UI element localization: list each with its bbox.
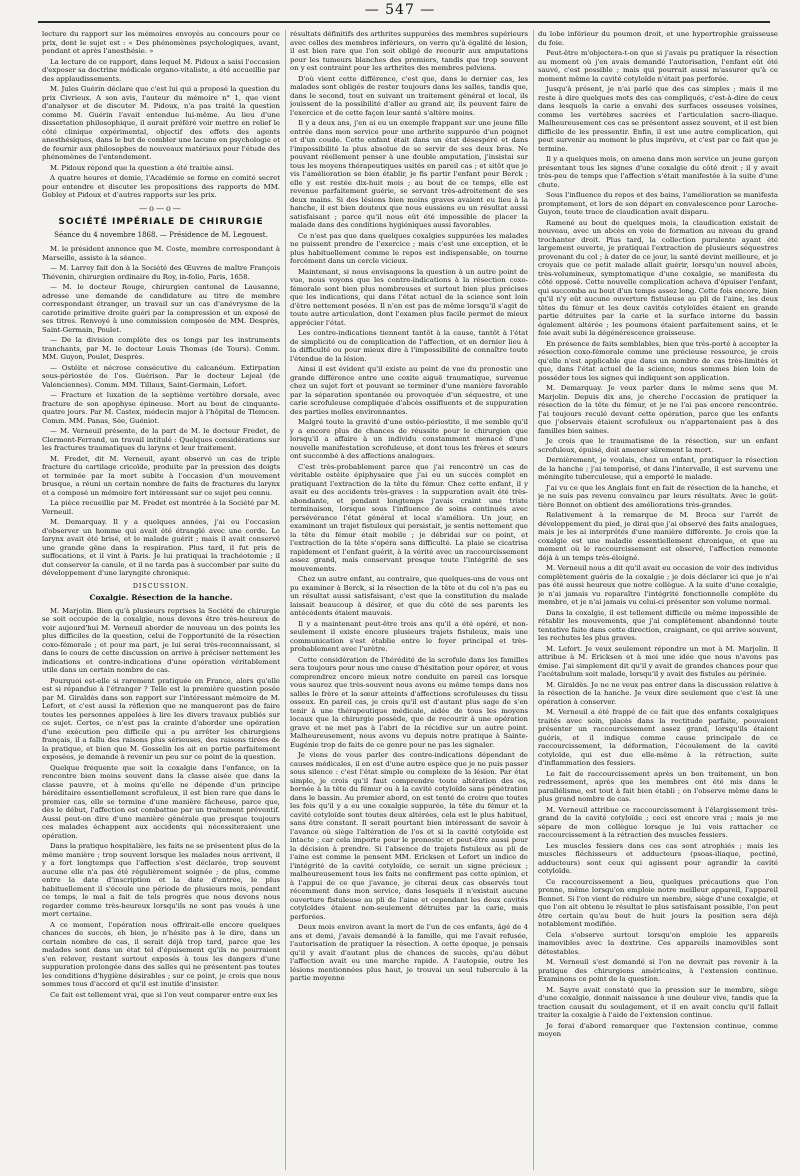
column-3 bbox=[538, 30, 778, 1168]
paragraph: Les contre-indications tiennent tantôt à la cause, tantôt à l'état de simplicité ou de complication de l'affection, et en dernier lieu à la difficulté ou pour mieux dire à l'impossibilité de connaître toute l'étendue de la lésion. bbox=[290, 329, 528, 363]
paragraph: Il y a quelques mois, on amena dans mon service un jeune garçon présentant tous les signes d'une coxalgie du côté droit ; il y avait très-peu de temps que l'affection s'était manifestée à la suite d'une chute. bbox=[538, 155, 778, 189]
paragraph: Ce raccourcissement a lieu, quelques précautions que l'on prenne, même lorsqu'on emploie notre meilleur appareil, l'appareil Bonnet. Si l'on vient de réduire un membre, siège d'une coxalgie, et que l'on ait obtenu le résultat le plus satisfaisant possible, l'on peut être certain qu'au bout de huit jours la position sera déjà notablement modifiée. bbox=[538, 877, 778, 928]
paragraph: Malgré toute la gravité d'une ostéo-périostite, il me semble qu'il y a encore plus de chances de réussite pour le chirurgien que lorsqu'il a affaire à un individu constamment menacé d'une nouvelle manifestation scrofuleuse, et dont tous les frères et sœurs ont succombé à des affections analogues. bbox=[290, 418, 528, 460]
paragraph: A ce moment, l'opération nous offrirait-elle encore quelques chances de succès, eh bien, je n'hésite pas à le dire, dans un certain nombre de cas, il serait déjà trop tard, parce que les malades sont dans un état tel d'épuisement qu'ils ne pourraient s'en relever, restant surtout exposés à tous les dangers d'une suppuration prolongée dans des salles qui ne présentent pas toutes les conditions d'hygiène désirables ; sur ce point, je crois que nous sommes tous d'accord et qu'il est inutile d'insister. bbox=[42, 920, 280, 988]
paragraph: Je ferai d'abord remarquer que l'extension continue, comme moyen bbox=[538, 1021, 778, 1038]
column-2 bbox=[290, 30, 528, 1168]
column-divider bbox=[285, 30, 286, 1170]
paragraph: Chez un autre enfant, au contraire, que quelques-uns de vous ont pu examiner à Berck, si la résection de la tête et du col n'a pas eu un résultat aussi satisfaisant, c'est que la constitution du malade laissait beaucoup à désirer, et que du côté de ses parents les antécédents étaient mauvais. bbox=[290, 575, 528, 617]
paragraph: M. Sayre avait constaté que la pression sur le membre, siège d'une coxalgie, donnait naissance à une douleur vive, tandis que la traction causait du soulagement, et il en avait conclu qu'il fallait traiter la coxalgie à l'aide de l'extension continue. bbox=[538, 985, 778, 1019]
section-title: SOCIÉTÉ IMPÉRIALE DE CHIRURGIE bbox=[58, 217, 264, 227]
header-rule bbox=[38, 21, 770, 23]
paragraph: Le fait de raccourcissement après un bon traitement, un bon redressement, après que les membres ont été mis dans le parallélisme, est tout à fait bien établi ; on l'observe même dans le plus grand nombre de cas. bbox=[538, 769, 778, 803]
paragraph: Dans la pratique hospitalière, les faits ne se présentent plus de la même manière ; trop souvent lorsque les malades nous arrivent, il y a fort longtemps que l'affection s'est déclarée, trop souvent aucune elle n'a pas été régulièrement soignée ; de plus, comme entre la date d'inscription et la date d'entrée, le plus habituellement il s'écoule une période de plusieurs mois, pendant ce temps, le mal a fait de tels progrès que nous devons nous regarder comme très-heureux lorsqu'ils ne sont pas voués à une mort certaine. bbox=[42, 842, 280, 918]
paragraph: Quelque fréquente que soit la coxalgie dans l'enfance, on la rencontre bien moins souvent dans la classe aisée que dans la classe pauvre, et à moins qu'elle ne dépende d'un principe héréditaire essentiellement scrofuleux, il est bien rare que dans le premier cas, elle se termine d'une manière fâcheuse, parce que, dès le début, l'affection est combattue par un traitement préventif. Aussi peut-on dire d'une manière générale que presque toujours ces malades échappent aux accidents qui nécessiteraient une opération. bbox=[42, 763, 280, 840]
paragraph: Jusqu'à présent, je n'ai parlé que des cas simples ; mais il me reste à dire quelques mots des cas compliqués, c'est-à-dire de ceux dans lesquels la carie a envahi des surfaces osseuses voisines, comme les vertèbres sacrées et l'articulation sacro-iliaque. Malheureusement ces cas se présentent assez souvent, et il est bien difficile de les pressentir. Enfin, il est une autre complication, qui peut survenir au moment le plus imprévu, et c'est par ce fait que je termine. bbox=[538, 85, 778, 153]
paragraph: M. Verneuil nous a dit qu'il avait eu occasion de voir des individus complètement guéris de la coxalgie ; je dois déclarer ici que je n'ai pas été aussi heureux que notre collègue. A la suite d'une coxalgie, je n'ai jamais vu reparaître l'intégrité fonctionnelle complète du membre, et je n'ai jamais vu celui-ci présenter son volume normal. bbox=[538, 564, 778, 606]
seance-line: Séance du 4 novembre 1868. — Présidence de M. Legouest. bbox=[54, 230, 268, 239]
paragraph: M. Marjolin. Bien qu'à plusieurs reprises la Société de chirurgie se soit occupée de la coxalgie, nous devons être très-heureux de voir aujourd'hui M. Verneuil aborder de nouveau un des points les plus difficiles de la question, celui de l'opportunité de la résection coxo-fémorale ; et pour ma part, je lui serai très-reconnaissant, si dans le cours de cette discussion on arrive à préciser nettement les indications et contre-indications d'une opération véritablement utile dans un certain nombre de cas. bbox=[42, 606, 280, 674]
separator-ornament: —o—o— bbox=[139, 203, 183, 213]
paragraph: M. Verneuil s'est demandé si l'on ne devrait pas revenir à la pratique des chirurgiens américains, à l'extension continue. Examinons ce point de la question. bbox=[538, 958, 778, 983]
paragraph: — Fracture et luxation de la septième vertèbre dorsale, avec fracture de son apophyse épineuse. Mort au bout de cinquante-quatre jours. Par M. Castex, médecin major à l'hôpital de Tlemcen. Comm. MM. Panas, Sée, Guéniot. bbox=[42, 391, 280, 425]
paragraph: — M. Verneuil présente, de la part de M. le docteur Fredet, de Clermont-Ferrand, un travail intitulé : Quelques considérations sur les fractures traumatiques du larynx et leur traitement. bbox=[42, 427, 280, 452]
paragraph: du lobe inférieur du poumon droit, et une hypertrophie graisseuse du foie. bbox=[538, 30, 778, 47]
paragraph: La lecture de ce rapport, dans lequel M. Pidoux a saisi l'occasion d'exposer sa doctrine médicale organo-vitaliste, a été accueillie par des applaudissements. bbox=[42, 57, 280, 83]
paragraph: J'ai vu ce que les Anglais font en fait de résection de la hanche, et je ne suis pas revenu convaincu par leurs résultats. Avec le goût-tière Bonnet on obtient des améliorations très-grandes. bbox=[538, 483, 778, 509]
paragraph: Relativement à la remarque de M. Broca sur l'arrêt de développement du pied, je dirai que j'ai observé des faits analogues, mais je les ai interprétés d'une manière différente. Je crois que la coxalgie est une maladie essentiellement chronique, et que au moment où le raccourcissement est observé, l'affection remonte déjà à un temps très-éloigné. bbox=[538, 511, 778, 562]
paragraph: M. Lefort. Je veux seulement répondre un mot à M. Marjolin. Il attribue à M. Ericksen et à moi une idée que nous n'avons pas émise. J'ai simplement dit qu'il y avait de grandes chances pour que l'acétabulum soit malade, lorsqu'il y avait des fistules au périnée. bbox=[538, 644, 778, 678]
paragraph: Dans la coxalgie, il est tellement difficile ou même impossible de rétablir les mouvements, que j'ai complètement abandonné toute tentative faite dans cette direction, craignant, ce qui arrive souvent, les rechutes les plus graves. bbox=[538, 608, 778, 642]
paragraph: C'est très-probablement parce que j'ai rencontré un cas de véritable ostéite épiphysaire que j'ai eu un succès complet en pratiquant l'extraction de la tête du fémur. Chez cette enfant, il y avait eu des accidents très-graves : la suppuration avait été très-abondante, et pendant longtemps j'avais craint une triste terminaison, lorsque sous l'influence de soins continués avec persévérance l'état général et local s'améliora. Un jour, en examinant un trajet fistuleux qui persistait, je sentis nettement que la tête du fémur était mobile ; je débridai sur ce point, et l'extraction de la tête s'opéra sans difficulté. La plaie se cicatrisa rapidement et l'enfant guérit, à la vérité avec un raccourcissement assez grand, mais conservant presque toute l'intégrité de ses mouvements. bbox=[290, 462, 528, 573]
paragraph: — De la division complète des os longs par les instruments tranchants, par M. le docteur Louis Thomas (de Tours). Comm. MM. Guyon, Poulet, Desprès. bbox=[42, 336, 280, 361]
paragraph: M. Demarquay. Je veux parler dans le même sens que M. Marjolin. Depuis dix ans, je cherche l'occasion de pratiquer la résection de la tête du fémur, et je ne l'ai pas encore rencontrée. J'ai toujours reculé devant cette opération, parce que les enfants que j'observais étaient scrofuleux ou n'appartenaient pas à des familles bien saines. bbox=[538, 384, 778, 435]
paragraph: La pièce recueillie par M. Fredet est montrée à la Société par M. Verneuil. bbox=[42, 499, 280, 516]
paragraph: M. Pidoux répond que la question a été traitée ainsi. bbox=[50, 163, 234, 172]
paragraph: Cela s'observe surtout lorsqu'on emploie les appareils inamovibles avec la dextrine. Ces appareils inamovibles sont détestables. bbox=[538, 930, 778, 956]
paragraph: — M. Larrey fait don à la Société des Œuvres de maître François Thévenin, chirurgien ordinaire du Roy, in-folio, Paris, 1658. bbox=[42, 264, 280, 281]
column-divider bbox=[533, 30, 534, 1170]
paragraph: M. Verneuil a été frappé de ce fait que des enfants coxalgiques traités avec soin, placés dans la rectitude parfaite, pouvaient présenter un raccourcissement assez grand, lorsqu'ils étaient guéris, et il indique comme cause principale de ce raccourcissement, la déformation, l'écoulement de la cavité cotyloïde, qui est due elle-même à la rétraction, suite d'inflammation des fessiers. bbox=[538, 708, 778, 767]
paragraph: — Ostéite et nécrose consécutive du calcanéum. Extirpation sous-périostée de l'os. Guérison. Par le docteur Lejeal (de Valenciennes). Comm. MM. Tillaux, Saint-Germain, Lefort. bbox=[42, 363, 280, 389]
paragraph: Ramené au bout de quelques mois, la claudication existait de nouveau, avec un abcès en voie de formation au niveau du grand trochanter droit. Plus tard, la collection purulente ayant été largement ouverte, je pratiquai l'extraction de plusieurs séquestres provenant du col ; à dater de ce jour, la santé devint meilleure, et je croyais que ce petit malade allait guérir, lorsqu'un nouvel abcès, très-volumineux, symptomatique d'une coxalgie, se manifesta du côté opposé. Cette nouvelle complication acheva d'épuiser l'enfant, qui succomba au bout d'un temps assez long. Cette fois encore, bien qu'il n'y eût aucune ouverture fistuleuse au pli de l'aine, les deux têtes du fémur et les deux cavités cotyloïdes étaient en grande partie détruites par la carie et la surface interne du bassin également altérée ; les poumons étaient parfaitement sains, et le foie avait subi la dégénérescence graisseuse. bbox=[538, 218, 778, 337]
paragraph: Ainsi il est évident qu'il existe au point de vue du pronostic une grande différence entre une coxite aiguë traumatique, survenue chez un sujet fort et pouvant se terminer d'une manière favorable par la séparation spontanée ou provoquée d'un séquestre, et une carie scrofuleuse compliquée d'abcès ossifluents et de suppuration des parties molles environnantes. bbox=[290, 365, 528, 416]
paragraph: lecture du rapport sur les mémoires envoyés au concours pour ce prix, dont le sujet est : « Des phénomènes psychologiques, avant, pendant et après l'anesthésie. » bbox=[42, 30, 280, 55]
paragraph: M. Verneuil attribue ce raccourcissement à l'élargissement très-grand de la cavité cotyloïde ; ceci est encore vrai ; mais je me sépare de mon collègue lorsque je lui vois rattacher ce raccourcissement à la rétraction des muscles fessiers. bbox=[538, 805, 778, 839]
paragraph: En présence de faits semblables, bien que très-porté à accepter la résection coxo-fémorale comme une précieuse ressource, je crois qu'elle n'est applicable que dans un nombre de cas très-limités et que, dans l'état actuel de la science, nous sommes bien loin de posséder tous les signes qui indiquent son application. bbox=[538, 339, 778, 382]
paragraph: Les muscles fessiers dans ces cas sont atrophiés ; mais les muscles fléchisseurs et adducteurs (psoas-iliaque, pectiné, adducteurs) sont ceux qui agissent pour agrandir la cavité cotyloïde. bbox=[538, 841, 778, 875]
paragraph: Cette considération de l'hérédité de la scrofule dans les familles sera toujours pour nous une cause d'hésitation pour opérer, et vous comprendrez encore mieux notre conduite en pareil cas lorsque vous saurez que très-souvent nous avons eu même temps dans nos salles le frère et la sœur atteints d'affections scrofuleuses du tissu osseux. En pareil cas, je crois qu'il est d'autant plus sage de s'en tenir à une thérapeutique médicale, aidée de tous les moyens locaux que la chirurgie possède, que de recourir à une opération grave et ne met pas à l'abri de la récidive sur un autre point. Malheureusement, nous avons vu depuis notre pratique à Sainte-Eugénie trop de faits de ce genre pour ne pas les signaler. bbox=[290, 655, 528, 749]
paragraph: Dernièrement, je voulais, chez un enfant, pratiquer la résection de la hanche ; j'ai temporisé, et dans l'intervalle, il est survenu une méningite tuberculeuse, qui a emporté le malade. bbox=[538, 456, 778, 481]
paragraph: Ce fait est tellement vrai, que si l'on veut comparer entre eux les bbox=[50, 990, 278, 999]
paragraph: M. le président annonce que M. Coste, membre correspondant à Marseille, assiste à la séance. bbox=[42, 245, 280, 262]
paragraph: Ce n'est pas que dans quelques coxalgies suppurées les malades ne puissent prendre de l'exercice ; mais c'est une exception, et le plus habituellement comme le repos est indispensable, on tourne forcément dans un cercle vicieux. bbox=[290, 231, 528, 265]
paragraph: Deux mois environ avant la mort de l'un de ces enfants, âgé de 4 ans et demi, j'avais demandé à la famille, qui me l'avait refusée, l'autorisation de pratiquer la résection. A cette époque, je pensais qu'il y avait d'autant plus de chances de succès, qu'au début l'affection avait eu une marche rapide. A l'autopsie, outre les lésions mentionnées plus haut, je trouvai un seul tubercule à la partie moyenne bbox=[290, 923, 528, 982]
paragraph: Sous l'influence du repos et des bains, l'amélioration se manifesta promptement, et lors de son départ en convalescence pour Laroche-Guyon, toute trace de claudication avait disparu. bbox=[538, 191, 778, 216]
paragraph: — M. le docteur Rouge, chirurgien cantonal de Lausanne, adresse une demande de candidature au titre de membre correspondant étranger, un travail sur un cas d'anévrysme de la carotide primitive droite guéri par la compression et un exposé de ses titres. Renvoyé à une commission composée de MM. Desprès, Saint-Germain, Poulet. bbox=[42, 283, 280, 334]
paragraph: A quatre heures et demie, l'Académie se forme en comité secret pour entendre et discuter les propositions des rapports de MM. Gobley et Pidoux et d'autres rapports sur les prix. bbox=[42, 174, 280, 199]
subheading: Coxalgie. Résection de la hanche. bbox=[89, 593, 233, 602]
paragraph: M. Jules Guérin déclare que c'est lui qui a proposé la question du prix Civrieux. A son avis, l'auteur du mémoire n° 1, que vient d'analyser et de discuter M. Pidoux, n'a pas traité la question comme M. Guérin l'avait entendue lui-même. Au lieu d'une dissertation philosophique, il aurait préféré voir mettre en relief le côté clinique expérimental, objectif des effets des agents anesthésiques, dans le but de combler une lacune en psychologie et de fournir aux philosophes de nouveaux matériaux pour l'étude des phénomènes de l'entendement. bbox=[42, 85, 280, 161]
page-number: — 547 — bbox=[364, 2, 436, 18]
paragraph: Il y a deux ans, j'en ai eu un exemple frappant sur une jeune fille entrée dans mon service pour une arthrite suppurée d'un poignet et d'un coude. Cette enfant était dans un état désespéré et dans l'impossibilité la plus absolue de se servir de ses deux bras. Ne pouvant réellement penser à une double amputation, j'insistai sur tous les moyens thérapeutiques usités en pareil cas ; et sitôt que je vis l'amélioration se bien établir, je fis partir l'enfant pour Berck ; elle y est restée dix-huit mois ; au bout de ce temps, elle est revenue parfaitement guérie, se servant très-adroitement de ses deux mains. Si des lésions bien moins graves avaient eu lieu à la hanche, il est bien douteux que nous eussions eu un résultat aussi satisfaisant ; parce qu'il nous eût été impossible de placer la malade dans des conditions hygiéniques aussi favorables. bbox=[290, 119, 528, 229]
paragraph: Peut-être m'objectera-t-on que si j'avais pu pratiquer la résection au moment où j'en avais demandé l'autorisation, l'enfant eût été sauvé, c'est possible ; mais qui pourrait aussi m'assurer qu'à ce moment même la cavité cotyloïde n'était pas perforée. bbox=[538, 49, 778, 83]
paragraph: Je crois que le traumatisme de la résection, sur un enfant scrofuleux, épuisé, doit amener sûrement la mort. bbox=[538, 437, 778, 454]
paragraph: résultats définitifs des arthrites suppurées des membres supérieurs avec celles des membres inférieurs, on verra qu'à égalité de lésion, il est bien rare que l'on soit obligé de recourir aux amputations pour les tumeurs blanches des premiers, tandis que trop souvent on y est contraint pour les arthrites des membres pelviens. bbox=[290, 30, 528, 72]
paragraph: Pourquoi est-elle si rarement pratiquée en France, alors qu'elle est si répandue à l'étranger ? Telle est la première question posée par M. Giraldès dans son rapport sur l'intéressant mémoire de M. Lefort, et c'est aussi la réflexion que ne manqueront pas de faire toutes les personnes appelées à lire les divers travaux publiés sur ce sujet. Certes, ce n'est pas la crainte d'aborder une opération d'une exécution peu difficile qui a pu arrêter les chirurgiens français, il a fallu des raisons plus sérieuses, des raisons tirées de la pratique, et bien que M. Gosselin les ait en partie parfaitement exposées, je demande à revenir un peu sur ce point de la question. bbox=[42, 676, 280, 761]
paragraph: M. Giraldès. Je ne ne veux pas entrer dans la discussion relative à la résection de la hanche. Je veux dire seulement que c'est là une opération à conserver. bbox=[538, 680, 778, 706]
paragraph: Il y a maintenant peut-être trois ans qu'il a été opéré, et non-seulement il existe encore plusieurs trajets fistuleux, mais une communication s'est établie entre le foyer principal et très-probablement avec l'urètre. bbox=[290, 619, 528, 653]
paragraph: M. Demarquay. Il y a quelques années, j'ai eu l'occasion d'observer un homme qui avait été étranglé avec une corde. Le larynx avait été brisé, et le malade guérit ; mais il avait conservé une grande gêne dans la respiration. Plus tard, il fut pris de suffocations, et il vint à Paris. Je lui pratiquai la trachéotomie ; il dut conserver la canule, et il ne tarda pas à succomber par suite du développement d'une laryngite chronique. bbox=[42, 518, 280, 577]
column-1 bbox=[42, 30, 280, 1168]
paragraph: Je viens de vous parler des contre-indications dépendant de causes médicales, il en est d'une autre espèce que je ne puis passer sous silence : c'est l'état simple ou complexe de la lésion. Par état simple, je crois qu'il faut comprendre toute altération des os, bornée à la tête du fémur ou à la cavité cotyloïde sans pénétration dans le bassin. Au premier abord, on est tenté de croire que toutes les fois qu'il y a eu une coxalgie suppurée, la tête du fémur et la cavité cotyloïde sont toutes deux altérées, cela est le plus habituel, sans être constant. Il serait pourtant bien intéressant de savoir à l'avance où siège l'altération de l'os et si la cavité cotyloïde est intacte ; car cela importe pour le pronostic et peut-être aussi pour la décision à prendre. Si l'absence de trajets fistuleux au pli de l'aine est comme le pensent MM. Ericksen et Lefort un indice de l'intégrité de la cavité cotyloïde, ce serait un signe précieux ; malheureusement tous les faits ne confirment pas cette opinion, et à l'appui de ce que j'avance, je citerai deux cas observés tout récemment dans mon service, dans lesquels il n'existait aucune ouverture fistuleuse au pli de l'aine et cependant les deux cavités cotyloïdes étaient non-seulement détruites par la carie, mais perforées. bbox=[290, 751, 528, 921]
paragraph: D'où vient cette différence, c'est que, dans le dernier cas, les malades sont obligés de rester toujours dans les salles, tandis que, dans le second, tout en suivant un traitement général et local, ils jouissent de la possibilité d'aller au grand air, ils peuvent faire de l'exercice et de cette façon leur santé s'altère moins. bbox=[290, 74, 528, 117]
discussion-heading: DISCUSSION. bbox=[132, 582, 190, 590]
paragraph: Maintenant, si nous envisageons la question à un autre point de vue, nous voyons que les contre-indications à la résection coxo-fémorale sont bien plus nombreuses et surtout bien plus précises que les indications, qui dans l'état actuel de la science sont loin d'être nettement posées. Il n'en est pas de même lorsqu'il s'agit de toute autre articulation, dont l'examen plus facile permet de mieux apprécier l'état. bbox=[290, 267, 528, 327]
paragraph: M. Fredet, dit M. Verneuil, ayant observé un cas de triple fracture du cartilage cricoïde, produite par la pression des doigts et terminée par la mort subite à l'occasion d'un mouvement brusque, a réuni un certain nombre de faits de fractures du larynx et a composé un mémoire fort intéressant sur ce sujet peu connu. bbox=[42, 454, 280, 497]
